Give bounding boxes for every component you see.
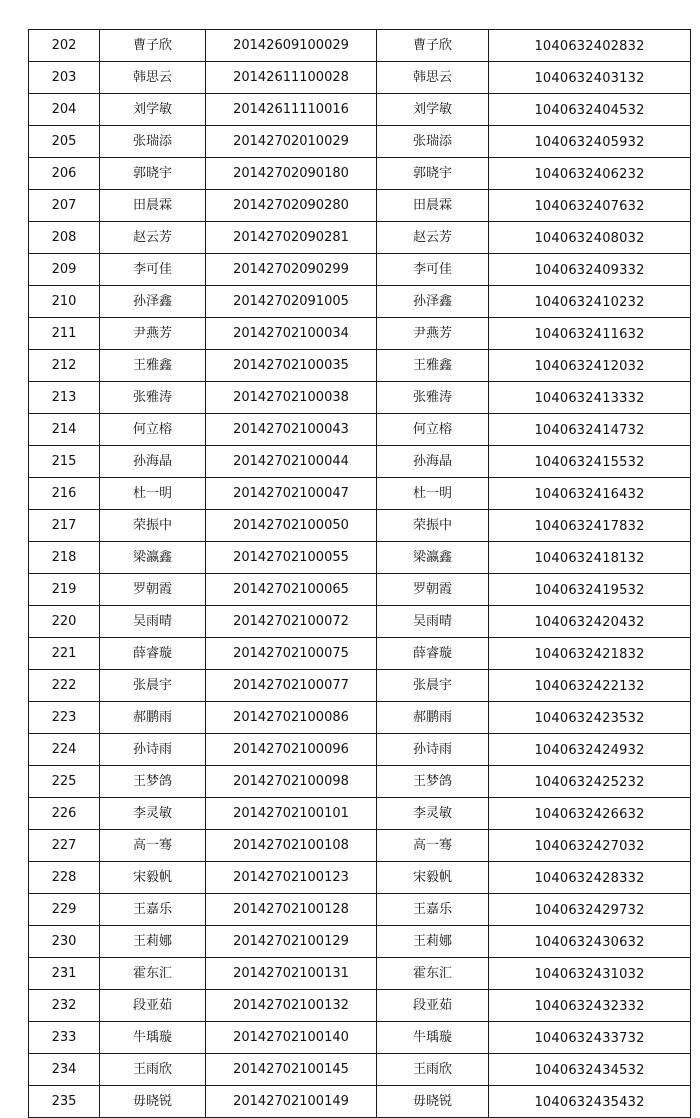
table-row bbox=[29, 62, 691, 94]
serial-number-cell: 214 bbox=[29, 414, 100, 446]
serial-number-cell: 224 bbox=[29, 734, 100, 766]
table-row bbox=[29, 766, 691, 798]
serial-number-cell: 210 bbox=[29, 286, 100, 318]
recipient-name-cell: 赵云芳 bbox=[377, 222, 489, 254]
tracking-number-cell: 1040632435432 bbox=[489, 1086, 691, 1118]
serial-number-cell: 205 bbox=[29, 126, 100, 158]
serial-number-cell: 234 bbox=[29, 1054, 100, 1086]
table-row bbox=[29, 350, 691, 382]
tracking-number-cell: 1040632424932 bbox=[489, 734, 691, 766]
tracking-number-cell: 1040632406232 bbox=[489, 158, 691, 190]
recipient-name-cell: 王梦鸽 bbox=[377, 766, 489, 798]
candidate-id-cell: 20142702100086 bbox=[206, 702, 377, 734]
serial-number-cell: 202 bbox=[29, 30, 100, 62]
serial-number-cell: 229 bbox=[29, 894, 100, 926]
tracking-number-cell: 1040632412032 bbox=[489, 350, 691, 382]
serial-number-cell: 226 bbox=[29, 798, 100, 830]
name-cell: 宋毅帆 bbox=[100, 862, 206, 894]
serial-number-cell: 209 bbox=[29, 254, 100, 286]
table-row bbox=[29, 1054, 691, 1086]
candidate-id-cell: 20142702100132 bbox=[206, 990, 377, 1022]
name-cell: 梁瀛鑫 bbox=[100, 542, 206, 574]
name-cell: 王雨欣 bbox=[100, 1054, 206, 1086]
tracking-number-cell: 1040632421832 bbox=[489, 638, 691, 670]
tracking-number-cell: 1040632411632 bbox=[489, 318, 691, 350]
tracking-number-cell: 1040632404532 bbox=[489, 94, 691, 126]
recipient-name-cell: 杜一明 bbox=[377, 478, 489, 510]
name-cell: 刘学敏 bbox=[100, 94, 206, 126]
tracking-number-cell: 1040632405932 bbox=[489, 126, 691, 158]
recipient-name-cell: 郭晓宇 bbox=[377, 158, 489, 190]
recipient-name-cell: 何立榕 bbox=[377, 414, 489, 446]
name-cell: 赵云芳 bbox=[100, 222, 206, 254]
serial-number-cell: 204 bbox=[29, 94, 100, 126]
serial-number-cell: 235 bbox=[29, 1086, 100, 1118]
candidate-id-cell: 20142702100108 bbox=[206, 830, 377, 862]
candidate-id-cell: 20142702100077 bbox=[206, 670, 377, 702]
recipient-name-cell: 荣振中 bbox=[377, 510, 489, 542]
candidate-id-cell: 20142702100065 bbox=[206, 574, 377, 606]
serial-number-cell: 220 bbox=[29, 606, 100, 638]
tracking-number-cell: 1040632433732 bbox=[489, 1022, 691, 1054]
candidate-id-cell: 20142702100145 bbox=[206, 1054, 377, 1086]
name-cell: 尹燕芳 bbox=[100, 318, 206, 350]
recipient-name-cell: 牛瑀璇 bbox=[377, 1022, 489, 1054]
tracking-number-cell: 1040632408032 bbox=[489, 222, 691, 254]
candidate-id-cell: 20142702100072 bbox=[206, 606, 377, 638]
serial-number-cell: 203 bbox=[29, 62, 100, 94]
candidate-id-cell: 20142702100038 bbox=[206, 382, 377, 414]
serial-number-cell: 218 bbox=[29, 542, 100, 574]
table-row bbox=[29, 990, 691, 1022]
table-row bbox=[29, 830, 691, 862]
tracking-number-cell: 1040632403132 bbox=[489, 62, 691, 94]
recipient-name-cell: 高一骞 bbox=[377, 830, 489, 862]
tracking-number-cell: 1040632415532 bbox=[489, 446, 691, 478]
serial-number-cell: 212 bbox=[29, 350, 100, 382]
table-row bbox=[29, 158, 691, 190]
candidate-id-cell: 20142702100123 bbox=[206, 862, 377, 894]
table-row bbox=[29, 1022, 691, 1054]
name-cell: 高一骞 bbox=[100, 830, 206, 862]
name-cell: 薛睿璇 bbox=[100, 638, 206, 670]
name-cell: 韩思云 bbox=[100, 62, 206, 94]
tracking-number-cell: 1040632423532 bbox=[489, 702, 691, 734]
name-cell: 罗朝霞 bbox=[100, 574, 206, 606]
serial-number-cell: 227 bbox=[29, 830, 100, 862]
serial-number-cell: 211 bbox=[29, 318, 100, 350]
candidate-id-cell: 20142702100075 bbox=[206, 638, 377, 670]
serial-number-cell: 231 bbox=[29, 958, 100, 990]
name-cell: 孙海晶 bbox=[100, 446, 206, 478]
name-cell: 李可佳 bbox=[100, 254, 206, 286]
candidate-id-cell: 20142702090280 bbox=[206, 190, 377, 222]
table-row bbox=[29, 382, 691, 414]
recipient-name-cell: 曹子欣 bbox=[377, 30, 489, 62]
table-row bbox=[29, 254, 691, 286]
recipient-name-cell: 王莉娜 bbox=[377, 926, 489, 958]
tracking-number-cell: 1040632427032 bbox=[489, 830, 691, 862]
candidate-id-cell: 20142702100131 bbox=[206, 958, 377, 990]
tracking-number-cell: 1040632402832 bbox=[489, 30, 691, 62]
tracking-number-cell: 1040632410232 bbox=[489, 286, 691, 318]
serial-number-cell: 217 bbox=[29, 510, 100, 542]
recipient-name-cell: 张雅涛 bbox=[377, 382, 489, 414]
candidate-id-cell: 20142611110016 bbox=[206, 94, 377, 126]
table-row bbox=[29, 126, 691, 158]
name-cell: 孙诗雨 bbox=[100, 734, 206, 766]
table-row bbox=[29, 446, 691, 478]
table-row bbox=[29, 926, 691, 958]
name-cell: 李灵敏 bbox=[100, 798, 206, 830]
recipient-name-cell: 韩思云 bbox=[377, 62, 489, 94]
candidate-id-cell: 20142702100098 bbox=[206, 766, 377, 798]
candidate-id-cell: 20142702100149 bbox=[206, 1086, 377, 1118]
candidate-id-cell: 20142702100044 bbox=[206, 446, 377, 478]
table-row bbox=[29, 30, 691, 62]
tracking-number-cell: 1040632409332 bbox=[489, 254, 691, 286]
candidate-id-cell: 20142702100140 bbox=[206, 1022, 377, 1054]
name-cell: 曹子欣 bbox=[100, 30, 206, 62]
recipient-name-cell: 李灵敏 bbox=[377, 798, 489, 830]
recipient-name-cell: 段亚茹 bbox=[377, 990, 489, 1022]
tracking-number-cell: 1040632432332 bbox=[489, 990, 691, 1022]
serial-number-cell: 221 bbox=[29, 638, 100, 670]
candidate-id-cell: 20142702010029 bbox=[206, 126, 377, 158]
tracking-number-cell: 1040632429732 bbox=[489, 894, 691, 926]
name-cell: 霍东汇 bbox=[100, 958, 206, 990]
serial-number-cell: 222 bbox=[29, 670, 100, 702]
table-row bbox=[29, 574, 691, 606]
name-cell: 张雅涛 bbox=[100, 382, 206, 414]
name-cell: 王嘉乐 bbox=[100, 894, 206, 926]
recipient-name-cell: 郝鹏雨 bbox=[377, 702, 489, 734]
name-cell: 王莉娜 bbox=[100, 926, 206, 958]
table-row bbox=[29, 478, 691, 510]
serial-number-cell: 213 bbox=[29, 382, 100, 414]
name-cell: 荣振中 bbox=[100, 510, 206, 542]
tracking-number-cell: 1040632413332 bbox=[489, 382, 691, 414]
name-cell: 张瑞添 bbox=[100, 126, 206, 158]
table-row bbox=[29, 958, 691, 990]
name-cell: 王雅鑫 bbox=[100, 350, 206, 382]
serial-number-cell: 208 bbox=[29, 222, 100, 254]
recipient-name-cell: 孙泽鑫 bbox=[377, 286, 489, 318]
recipient-name-cell: 毋晓锐 bbox=[377, 1086, 489, 1118]
serial-number-cell: 233 bbox=[29, 1022, 100, 1054]
candidate-id-cell: 20142702091005 bbox=[206, 286, 377, 318]
roster-table-body bbox=[29, 30, 691, 1118]
table-row bbox=[29, 318, 691, 350]
table-row bbox=[29, 542, 691, 574]
table-row bbox=[29, 510, 691, 542]
tracking-number-cell: 1040632426632 bbox=[489, 798, 691, 830]
tracking-number-cell: 1040632434532 bbox=[489, 1054, 691, 1086]
table-row bbox=[29, 190, 691, 222]
roster-table bbox=[28, 29, 691, 1118]
candidate-id-cell: 20142702100035 bbox=[206, 350, 377, 382]
name-cell: 段亚茹 bbox=[100, 990, 206, 1022]
table-row bbox=[29, 414, 691, 446]
recipient-name-cell: 薛睿璇 bbox=[377, 638, 489, 670]
tracking-number-cell: 1040632430632 bbox=[489, 926, 691, 958]
tracking-number-cell: 1040632419532 bbox=[489, 574, 691, 606]
name-cell: 何立榕 bbox=[100, 414, 206, 446]
recipient-name-cell: 梁瀛鑫 bbox=[377, 542, 489, 574]
name-cell: 孙泽鑫 bbox=[100, 286, 206, 318]
recipient-name-cell: 李可佳 bbox=[377, 254, 489, 286]
recipient-name-cell: 吴雨晴 bbox=[377, 606, 489, 638]
candidate-id-cell: 20142702100034 bbox=[206, 318, 377, 350]
serial-number-cell: 207 bbox=[29, 190, 100, 222]
tracking-number-cell: 1040632418132 bbox=[489, 542, 691, 574]
serial-number-cell: 223 bbox=[29, 702, 100, 734]
table-row bbox=[29, 1086, 691, 1118]
candidate-id-cell: 20142702100096 bbox=[206, 734, 377, 766]
tracking-number-cell: 1040632425232 bbox=[489, 766, 691, 798]
tracking-number-cell: 1040632414732 bbox=[489, 414, 691, 446]
candidate-id-cell: 20142702100101 bbox=[206, 798, 377, 830]
serial-number-cell: 215 bbox=[29, 446, 100, 478]
recipient-name-cell: 宋毅帆 bbox=[377, 862, 489, 894]
candidate-id-cell: 20142702100050 bbox=[206, 510, 377, 542]
candidate-id-cell: 20142702090180 bbox=[206, 158, 377, 190]
recipient-name-cell: 田晨霖 bbox=[377, 190, 489, 222]
tracking-number-cell: 1040632420432 bbox=[489, 606, 691, 638]
tracking-number-cell: 1040632428332 bbox=[489, 862, 691, 894]
candidate-id-cell: 20142702100129 bbox=[206, 926, 377, 958]
serial-number-cell: 206 bbox=[29, 158, 100, 190]
serial-number-cell: 216 bbox=[29, 478, 100, 510]
candidate-id-cell: 20142702100047 bbox=[206, 478, 377, 510]
recipient-name-cell: 张晨宇 bbox=[377, 670, 489, 702]
table-row bbox=[29, 702, 691, 734]
recipient-name-cell: 刘学敏 bbox=[377, 94, 489, 126]
serial-number-cell: 228 bbox=[29, 862, 100, 894]
tracking-number-cell: 1040632422132 bbox=[489, 670, 691, 702]
name-cell: 杜一明 bbox=[100, 478, 206, 510]
serial-number-cell: 232 bbox=[29, 990, 100, 1022]
table-row bbox=[29, 734, 691, 766]
tracking-number-cell: 1040632431032 bbox=[489, 958, 691, 990]
table-row bbox=[29, 638, 691, 670]
table-row bbox=[29, 798, 691, 830]
name-cell: 吴雨晴 bbox=[100, 606, 206, 638]
name-cell: 郝鹏雨 bbox=[100, 702, 206, 734]
candidate-id-cell: 20142609100029 bbox=[206, 30, 377, 62]
name-cell: 田晨霖 bbox=[100, 190, 206, 222]
candidate-id-cell: 20142702090299 bbox=[206, 254, 377, 286]
recipient-name-cell: 罗朝霞 bbox=[377, 574, 489, 606]
table-row bbox=[29, 94, 691, 126]
document-page bbox=[28, 29, 690, 1118]
recipient-name-cell: 孙诗雨 bbox=[377, 734, 489, 766]
tracking-number-cell: 1040632407632 bbox=[489, 190, 691, 222]
recipient-name-cell: 张瑞添 bbox=[377, 126, 489, 158]
recipient-name-cell: 王雅鑫 bbox=[377, 350, 489, 382]
table-row bbox=[29, 286, 691, 318]
candidate-id-cell: 20142702100128 bbox=[206, 894, 377, 926]
tracking-number-cell: 1040632416432 bbox=[489, 478, 691, 510]
name-cell: 张晨宇 bbox=[100, 670, 206, 702]
candidate-id-cell: 20142611100028 bbox=[206, 62, 377, 94]
table-row bbox=[29, 222, 691, 254]
table-row bbox=[29, 670, 691, 702]
candidate-id-cell: 20142702090281 bbox=[206, 222, 377, 254]
table-row bbox=[29, 894, 691, 926]
recipient-name-cell: 孙海晶 bbox=[377, 446, 489, 478]
serial-number-cell: 225 bbox=[29, 766, 100, 798]
serial-number-cell: 230 bbox=[29, 926, 100, 958]
name-cell: 郭晓宇 bbox=[100, 158, 206, 190]
recipient-name-cell: 王雨欣 bbox=[377, 1054, 489, 1086]
recipient-name-cell: 尹燕芳 bbox=[377, 318, 489, 350]
table-row bbox=[29, 606, 691, 638]
name-cell: 王梦鸽 bbox=[100, 766, 206, 798]
recipient-name-cell: 王嘉乐 bbox=[377, 894, 489, 926]
candidate-id-cell: 20142702100043 bbox=[206, 414, 377, 446]
serial-number-cell: 219 bbox=[29, 574, 100, 606]
tracking-number-cell: 1040632417832 bbox=[489, 510, 691, 542]
recipient-name-cell: 霍东汇 bbox=[377, 958, 489, 990]
name-cell: 牛瑀璇 bbox=[100, 1022, 206, 1054]
candidate-id-cell: 20142702100055 bbox=[206, 542, 377, 574]
table-row bbox=[29, 862, 691, 894]
name-cell: 毋晓锐 bbox=[100, 1086, 206, 1118]
